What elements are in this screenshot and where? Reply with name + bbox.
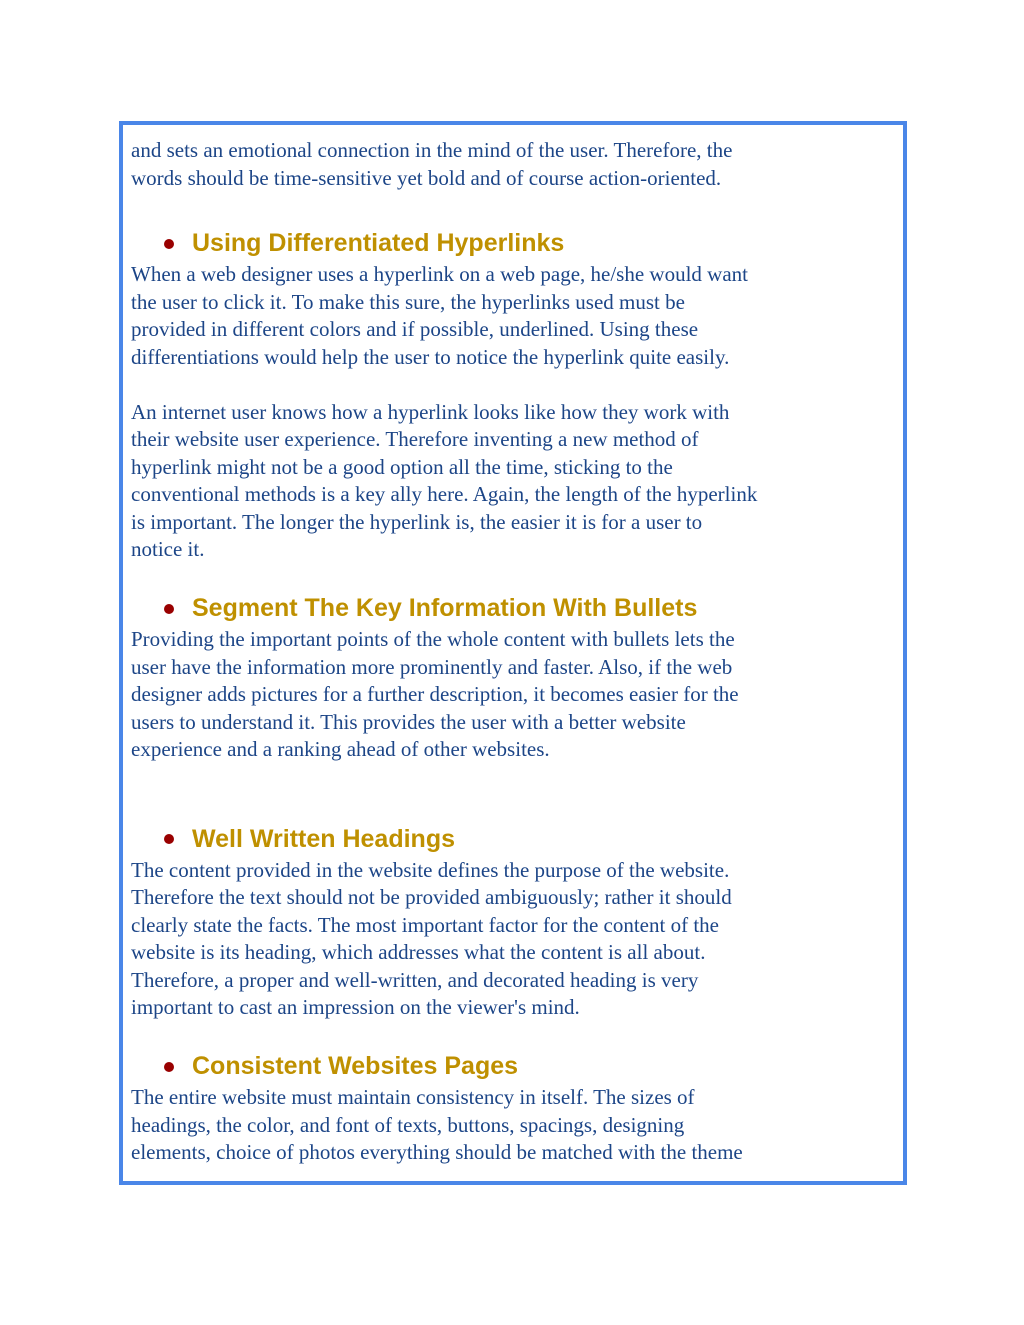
section-heading-text: Well Written Headings bbox=[192, 824, 456, 853]
section-paragraph: The content provided in the website defines the purpose of the website. Therefore the text should not be provided ambiguously; rather it should clearly state the facts. The most important factor for the content of the website is its heading, which addresses what the content is all about. Therefore, a proper and well-written, and decorated heading is very important to cast an impression on the viewer's mind. bbox=[131, 857, 732, 1019]
intro-paragraph: and sets an emotional connection in the mind of the user. Therefore, the words should be time-sensitive yet bold and of course action-oriented. bbox=[131, 138, 733, 190]
section-heading-text: Consistent Websites Pages bbox=[192, 1052, 519, 1080]
spacer bbox=[131, 192, 901, 226]
section-paragraph: The entire website must maintain consistency in itself. The sizes of headings, the color, and font of texts, buttons, spacings, designing elements, choice of photos everything should be matched with the theme bbox=[131, 1085, 743, 1164]
section-heading-hyperlinks bbox=[131, 226, 901, 261]
bullet-dot-icon bbox=[164, 1062, 174, 1072]
bullet-dot-icon bbox=[164, 239, 174, 249]
section-heading-text: Segment The Key Information With Bullets bbox=[192, 594, 698, 622]
section-paragraph: When a web designer uses a hyperlink on a web page, he/she would want the user to click it. To make this sure, the hyperlinks used must be provided in different colors and if possible, underlined. Using these differentiations would help the user to notice the hyperlink quite easily. bbox=[131, 262, 748, 369]
bullet-dot-icon bbox=[164, 834, 174, 844]
section-paragraph: An internet user knows how a hyperlink looks like how they work with their website user experience. Therefore inventing a new method of hyperlink might not be a good option all the time, sticking to the conventional methods is a key ally here. Again, the length of the hyperlink is important. The longer the hyperlink is, the easier it is for a user to notice it. bbox=[131, 399, 758, 561]
spacer bbox=[131, 764, 901, 822]
spacer bbox=[131, 1022, 901, 1050]
section-heading-bullets bbox=[131, 591, 901, 626]
section-paragraph: Providing the important points of the whole content with bullets lets the user have the information more prominently and faster. Also, if the web designer adds pictures for a further description, it becomes easier for the users to understand it. This provides the user with a better website experience and a ranking ahead of other websites. bbox=[131, 627, 739, 761]
spacer bbox=[131, 371, 901, 399]
section-heading-headings bbox=[131, 822, 901, 857]
spacer bbox=[131, 564, 901, 592]
section-heading-consistency bbox=[131, 1049, 901, 1084]
bullet-dot-icon bbox=[164, 604, 174, 614]
document-body bbox=[131, 137, 901, 1167]
section-heading-text: Using Differentiated Hyperlinks bbox=[192, 229, 565, 257]
content-frame bbox=[119, 121, 907, 1185]
